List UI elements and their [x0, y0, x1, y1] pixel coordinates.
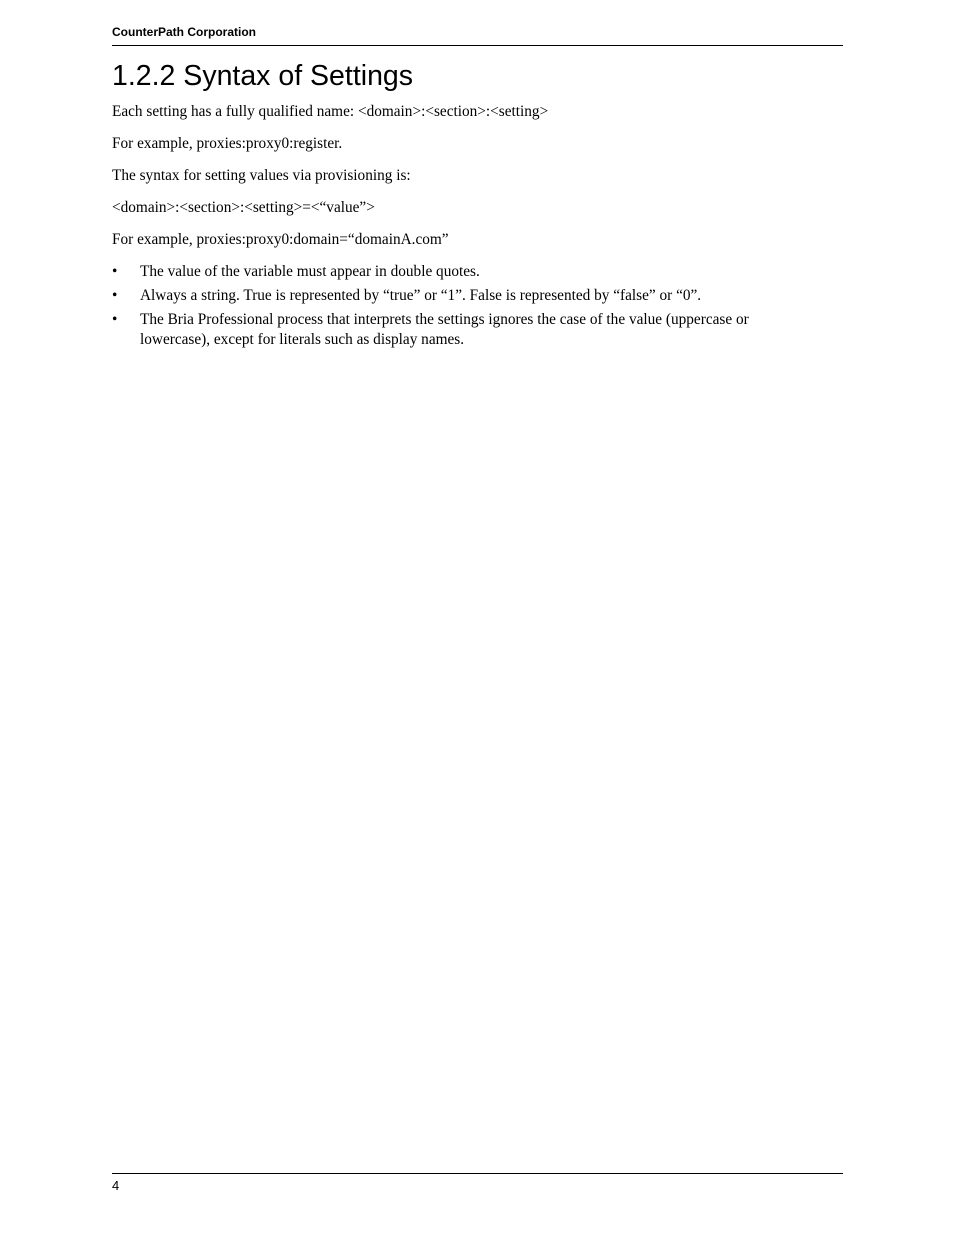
paragraph-qualified-name: Each setting has a fully qualified name: <domain>:<section>:<setting>	[112, 103, 549, 120]
bullet-list	[112, 262, 843, 354]
page-header	[112, 24, 843, 46]
paragraph-example-register: For example, proxies:proxy0:register.	[112, 135, 343, 152]
bullet-icon: •	[112, 287, 118, 304]
bullet-icon: •	[112, 311, 118, 328]
page-number: 4	[112, 1178, 120, 1193]
page-footer	[112, 1173, 843, 1193]
company-name: CounterPath Corporation	[112, 25, 256, 39]
bullet-icon: •	[112, 263, 118, 280]
list-item	[112, 310, 820, 350]
paragraph-example-domain: For example, proxies:proxy0:domain=“domainA.com”	[112, 231, 449, 248]
section-title: 1.2.2 Syntax of Settings	[112, 60, 414, 92]
list-item	[112, 286, 820, 306]
paragraph-syntax-format: <domain>:<section>:<setting>=<“value”>	[112, 199, 375, 216]
list-item	[112, 262, 820, 282]
list-item-text: The value of the variable must appear in double quotes.	[140, 263, 480, 280]
list-item-text: The Bria Professional process that interprets the settings ignores the case of the value (uppercase or lowercase), except for literals such as display names.	[140, 311, 749, 348]
list-item-text: Always a string. True is represented by “true” or “1”. False is represented by “false” or “0”.	[140, 287, 702, 304]
paragraph-syntax-intro: The syntax for setting values via provisioning is:	[112, 167, 411, 184]
